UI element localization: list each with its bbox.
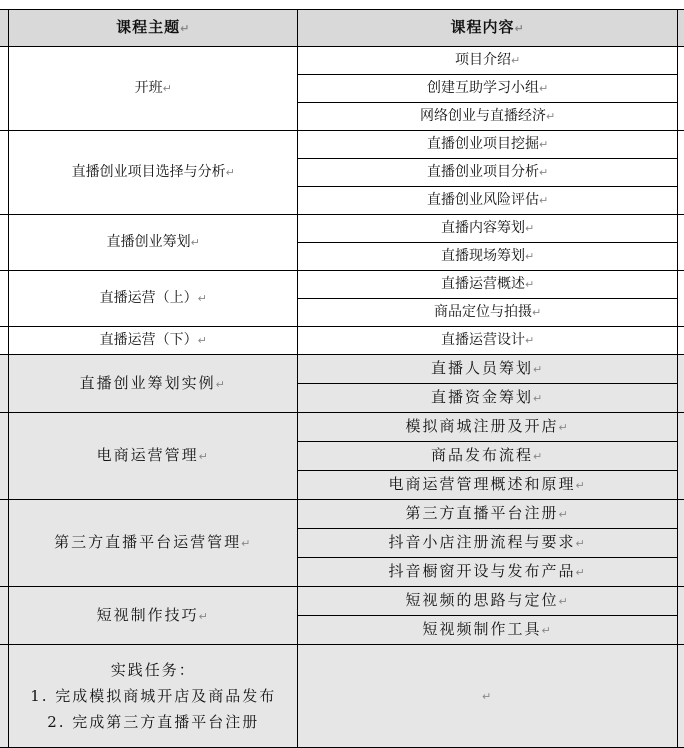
- content-cell: [298, 413, 677, 442]
- topic-cell: [9, 47, 298, 131]
- content-cell-text: 直播运营设计: [441, 332, 526, 348]
- left-margin-cell: [0, 355, 9, 413]
- paragraph-mark-icon: ↵: [197, 334, 207, 347]
- topic-cell-text: 第三方直播平台运营管理: [54, 533, 242, 551]
- topic-cell: [9, 587, 298, 645]
- topic-cell-text: 短视制作技巧: [96, 605, 199, 624]
- header-content-text: 课程内容: [450, 18, 515, 36]
- content-cell: [298, 215, 677, 243]
- paragraph-mark-icon: ↵: [162, 82, 172, 95]
- content-cell: [298, 442, 677, 471]
- content-cell-text: 直播资金筹划: [431, 388, 534, 406]
- content-cell-text: 直播人员筹划: [431, 359, 534, 377]
- topic-cell: [9, 271, 298, 327]
- content-cell-text: 商品发布流程: [431, 446, 534, 464]
- header-topic: [9, 10, 298, 47]
- right-margin-cell: [677, 327, 684, 355]
- content-cell: [298, 271, 677, 299]
- content-cell: [298, 471, 677, 500]
- table-row: [0, 413, 684, 442]
- header-topic-text: 课程主题: [116, 18, 181, 36]
- content-cell: [298, 529, 677, 558]
- paragraph-mark-icon: ↵: [197, 292, 207, 305]
- right-margin-cell: [677, 271, 684, 327]
- paragraph-mark-icon: ↵: [558, 595, 570, 608]
- topic-cell: [9, 413, 298, 500]
- topic-cell: [9, 500, 298, 587]
- content-cell-text: 直播内容筹划: [441, 220, 526, 236]
- paragraph-mark-icon: ↵: [525, 250, 535, 263]
- right-margin-cell: [677, 355, 684, 413]
- paragraph-mark-icon: ↵: [482, 690, 494, 703]
- paragraph-mark-icon: ↵: [539, 166, 549, 179]
- content-cell: [298, 384, 677, 413]
- topic-cell-text: 直播创业项目选择与分析: [71, 164, 226, 180]
- task-line2: 2. 完成第三方直播平台注册: [47, 713, 260, 731]
- paragraph-mark-icon: ↵: [525, 334, 535, 347]
- left-margin-cell: [0, 500, 9, 587]
- paragraph-mark-icon: ↵: [241, 537, 253, 550]
- topic-cell-text: 直播创业筹划实例: [79, 373, 216, 392]
- topic-cell-text: 电商运营管理: [96, 446, 199, 464]
- topic-cell: [9, 131, 298, 215]
- topic-cell-text: 开班: [134, 80, 163, 96]
- right-margin-cell: [677, 413, 684, 500]
- content-cell-text: 直播创业风险评估: [427, 192, 540, 208]
- content-cell-text: 模拟商城注册及开店: [405, 417, 559, 435]
- content-cell: [298, 47, 677, 75]
- table-row: [0, 131, 684, 159]
- topic-cell-text: 直播运营（下）: [99, 332, 198, 348]
- header-content: [298, 10, 677, 47]
- paragraph-mark-icon: ↵: [533, 392, 545, 405]
- content-cell-text: 商品定位与拍摄: [434, 304, 533, 320]
- paragraph-mark-icon: ↵: [525, 222, 535, 235]
- paragraph-mark-icon: ↵: [533, 363, 545, 376]
- paragraph-mark-icon: ↵: [198, 609, 210, 623]
- content-cell: [298, 587, 677, 616]
- task-title: 实践任务：: [110, 661, 196, 679]
- right-margin-cell: [677, 645, 684, 748]
- paragraph-mark-icon: ↵: [539, 82, 549, 95]
- paragraph-mark-icon: ↵: [539, 138, 549, 151]
- content-cell-text: 直播创业项目分析: [427, 164, 540, 180]
- table-row: [0, 47, 684, 75]
- paragraph-mark-icon: ↵: [539, 194, 549, 207]
- paragraph-mark-icon: ↵: [180, 22, 191, 35]
- paragraph-mark-icon: ↵: [546, 110, 556, 123]
- content-cell: [298, 558, 677, 587]
- left-margin-cell: [0, 131, 9, 215]
- table-row: [0, 327, 684, 355]
- content-cell: [298, 299, 677, 327]
- paragraph-mark-icon: ↵: [558, 508, 570, 521]
- topic-cell-text: 直播运营（上）: [99, 290, 198, 306]
- content-cell-text: 抖音小店注册流程与要求: [388, 533, 576, 551]
- table-row: [0, 271, 684, 299]
- paragraph-mark-icon: ↵: [533, 450, 545, 463]
- paragraph-mark-icon: ↵: [575, 566, 587, 579]
- content-cell-text: 抖音橱窗开设与发布产品: [388, 562, 576, 580]
- content-cell-text: 直播创业项目挖掘: [427, 136, 540, 152]
- content-cell: [298, 159, 677, 187]
- paragraph-mark-icon: ↵: [541, 624, 553, 637]
- content-cell: [298, 327, 677, 355]
- paragraph-mark-icon: ↵: [225, 166, 235, 179]
- right-margin-cell: [677, 47, 684, 131]
- content-cell-text: 第三方直播平台注册: [405, 504, 559, 522]
- paragraph-mark-icon: ↵: [215, 377, 227, 391]
- content-cell-text: 短视频的思路与定位: [405, 591, 559, 609]
- right-margin-cell: [677, 587, 684, 645]
- content-cell-text: 短视频制作工具: [422, 620, 542, 638]
- empty-content-cell: [298, 645, 677, 748]
- content-cell-text: 网络创业与直播经济: [420, 108, 547, 124]
- right-margin-cell: [677, 131, 684, 215]
- content-cell: [298, 103, 677, 131]
- topic-cell: [9, 327, 298, 355]
- right-margin-cell: [677, 500, 684, 587]
- left-margin-cell: [0, 271, 9, 327]
- table-row: [0, 500, 684, 529]
- topic-cell-text: 直播创业筹划: [106, 234, 191, 250]
- paragraph-mark-icon: ↵: [514, 22, 525, 35]
- content-cell: [298, 131, 677, 159]
- table-row: [0, 587, 684, 616]
- content-cell: [298, 616, 677, 645]
- task-row: [0, 645, 684, 748]
- paragraph-mark-icon: ↵: [190, 236, 200, 249]
- paragraph-mark-icon: ↵: [532, 306, 542, 319]
- content-cell: [298, 243, 677, 271]
- paragraph-mark-icon: ↵: [558, 421, 570, 434]
- content-cell: [298, 500, 677, 529]
- topic-cell: [9, 355, 298, 413]
- paragraph-mark-icon: ↵: [198, 450, 210, 463]
- content-cell: [298, 75, 677, 103]
- content-cell: [298, 355, 677, 384]
- table-row: [0, 215, 684, 243]
- content-cell: [298, 187, 677, 215]
- paragraph-mark-icon: ↵: [525, 278, 535, 291]
- left-margin-cell: [0, 645, 9, 748]
- content-cell-text: 直播运营概述: [441, 276, 526, 292]
- topic-cell: [9, 215, 298, 271]
- course-table: [0, 9, 684, 748]
- paragraph-mark-icon: ↵: [575, 537, 587, 550]
- left-margin-cell: [0, 327, 9, 355]
- left-margin-cell: [0, 215, 9, 271]
- task-line1: 1. 完成模拟商城开店及商品发布: [30, 687, 277, 705]
- content-cell-text: 直播现场筹划: [441, 248, 526, 264]
- content-cell-text: 电商运营管理概述和原理: [388, 475, 576, 493]
- content-cell-text: 创建互助学习小组: [427, 80, 540, 96]
- paragraph-mark-icon: ↵: [575, 479, 587, 492]
- left-margin-cell: [0, 413, 9, 500]
- task-cell: [9, 645, 298, 748]
- table-row: [0, 355, 684, 384]
- right-margin-cell: [677, 10, 684, 47]
- paragraph-mark-icon: ↵: [511, 54, 521, 67]
- content-cell-text: 项目介绍: [455, 52, 512, 68]
- left-margin-cell: [0, 47, 9, 131]
- left-margin-cell: [0, 587, 9, 645]
- left-margin-cell: [0, 10, 9, 47]
- right-margin-cell: [677, 215, 684, 271]
